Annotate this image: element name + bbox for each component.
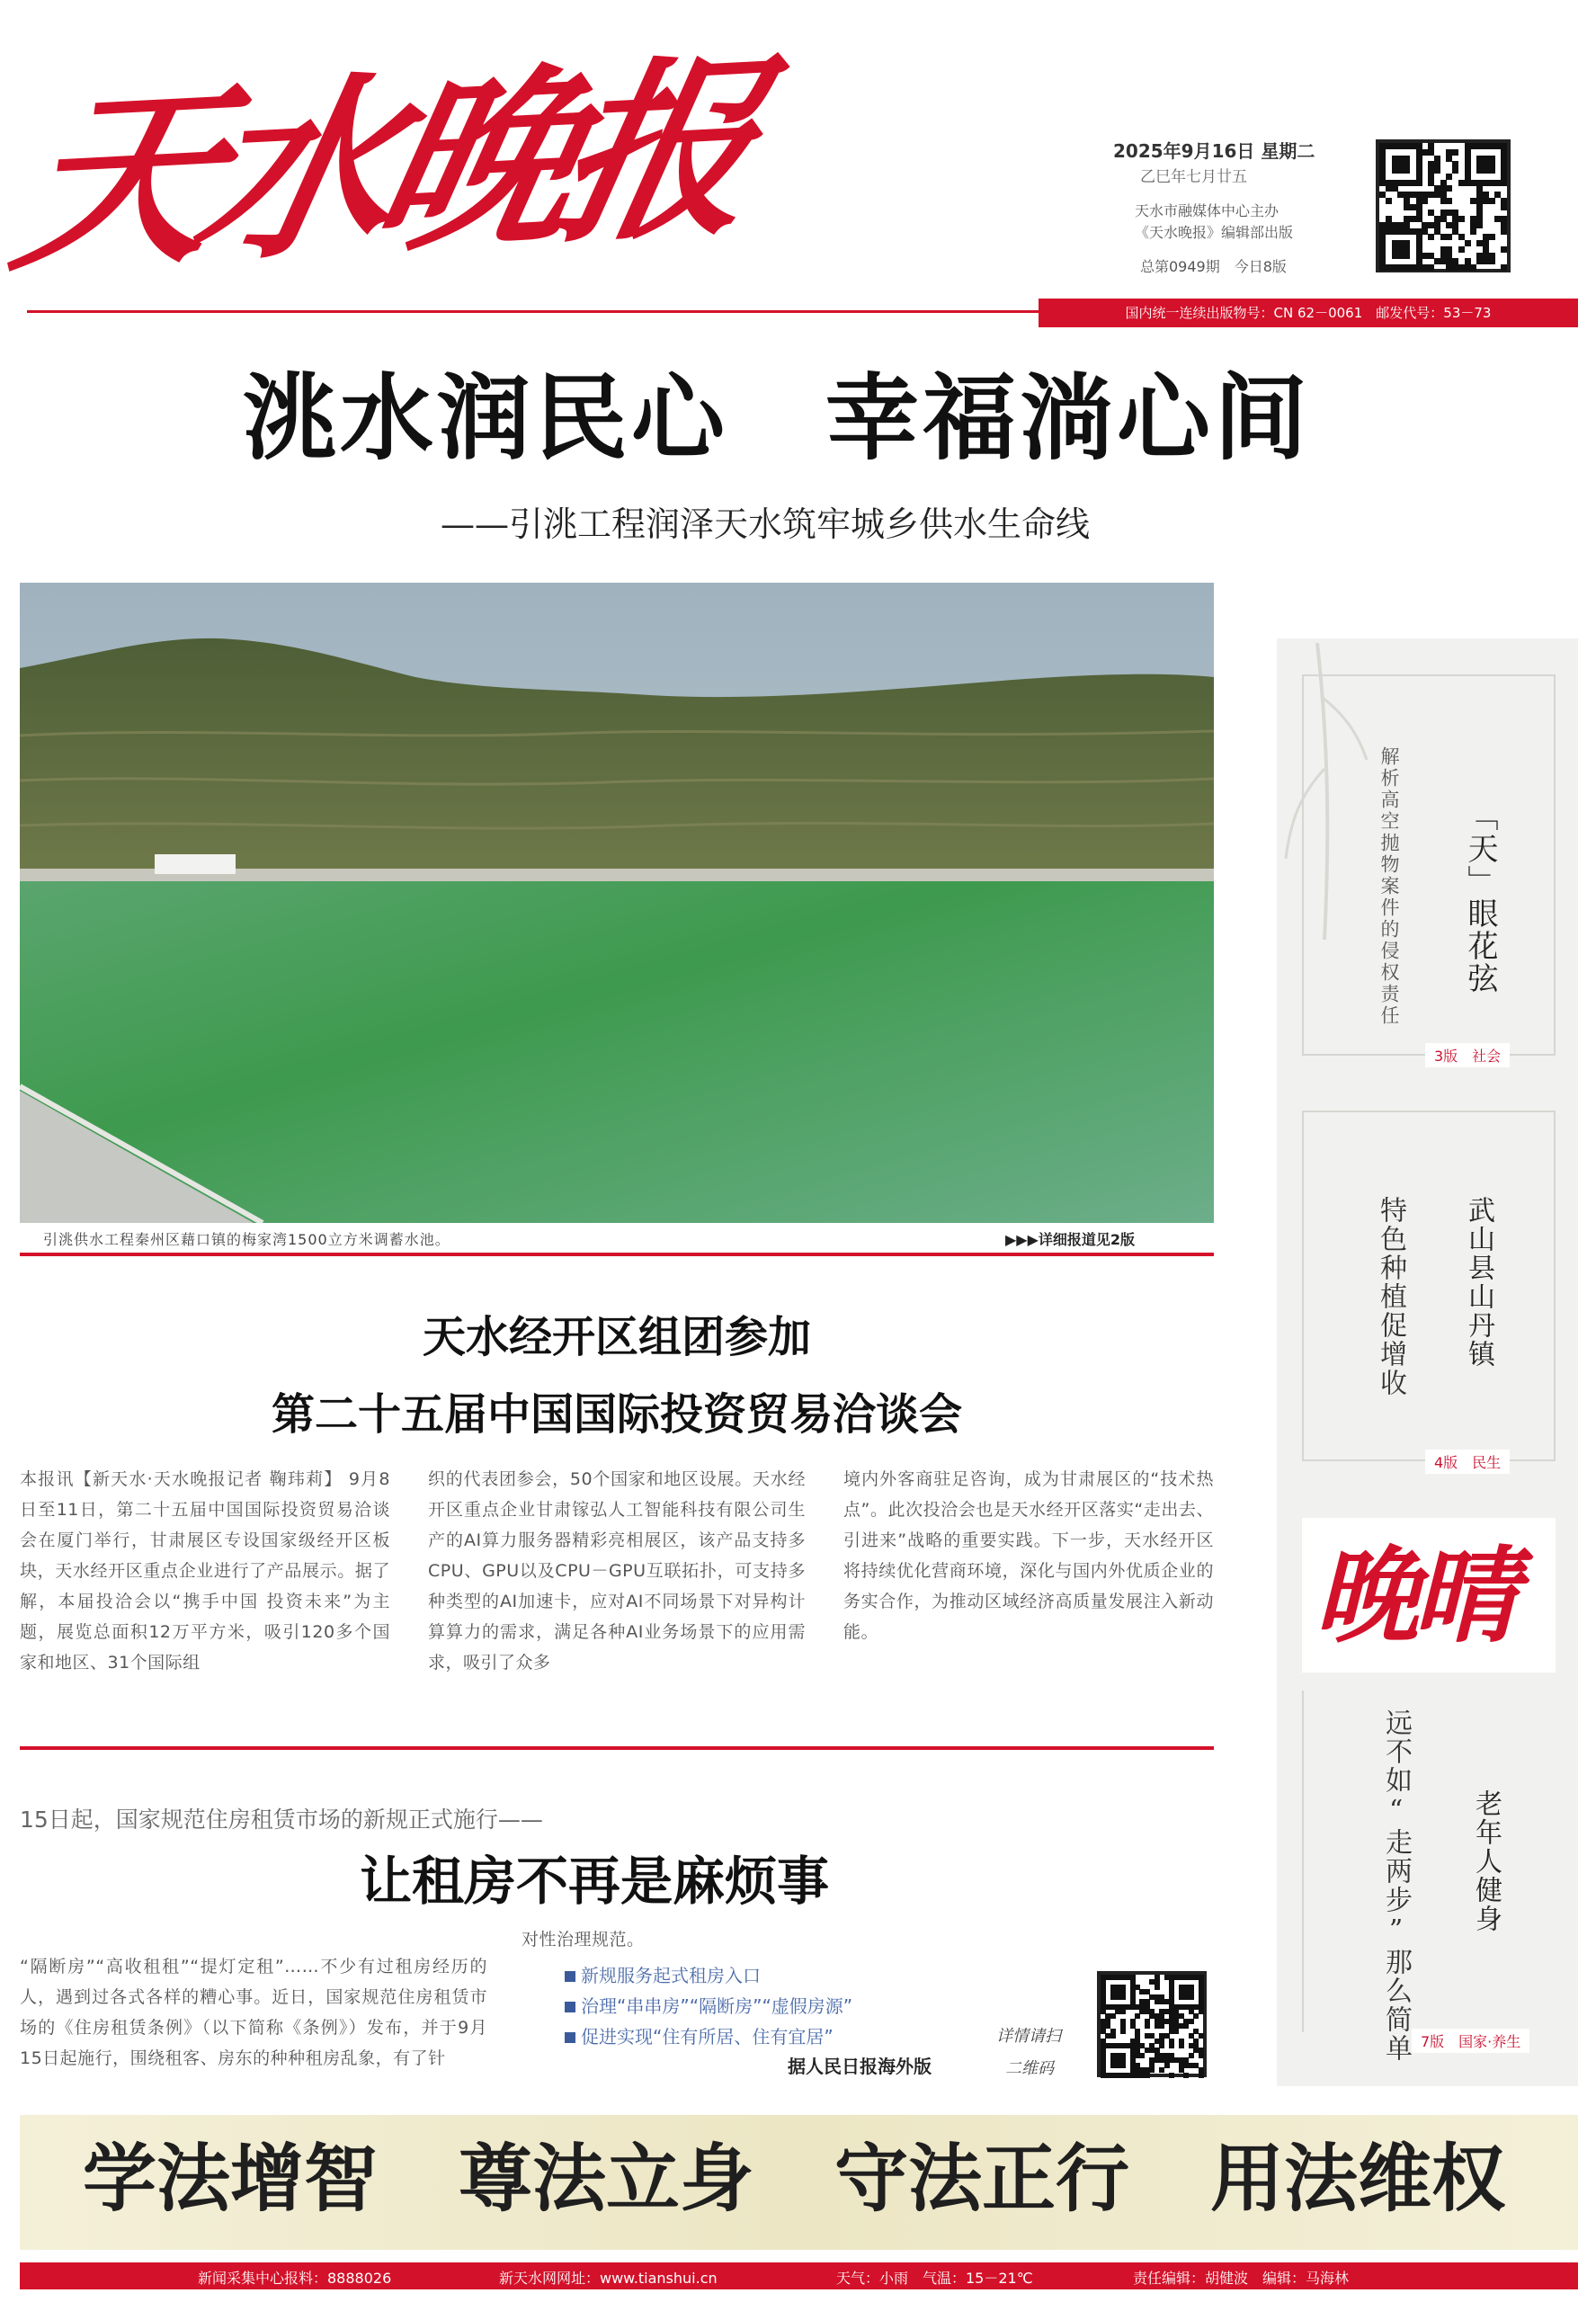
reservoir-photo-illustration xyxy=(20,583,1214,1223)
bullet-item[interactable] xyxy=(565,1960,942,1991)
story2-headline-line1[interactable]: 天水经开区组团参加 xyxy=(422,1312,811,1362)
qr-module xyxy=(1173,2029,1179,2034)
qr-module xyxy=(1110,2033,1116,2039)
qr-module xyxy=(1120,2063,1126,2068)
qr-module xyxy=(1159,2043,1164,2048)
bullet-square-icon xyxy=(565,1971,575,1982)
brand-logo: 晚晴 xyxy=(1315,1535,1512,1657)
photo-ref-link[interactable]: ▶▶▶详细报道见2版 xyxy=(1005,1231,1136,1248)
story3-kicker: 15日起，国家规范住房租赁市场的新规正式施行—— xyxy=(20,1807,543,1833)
sidebar-box3-subtitle: 远不如“走两步”那么简单 xyxy=(1380,1709,1412,2063)
footer-item-editors: 责任编辑：胡健波 编辑：马海林 xyxy=(1133,2270,1350,2287)
qr-module xyxy=(1446,174,1452,180)
qr-module xyxy=(1179,2043,1184,2048)
qr-module xyxy=(1489,258,1495,264)
masthead-rule xyxy=(27,310,1039,313)
qr-module xyxy=(1446,185,1452,192)
sidebar-box1-subtitle: 解析高空抛物案件的侵权责任 xyxy=(1378,746,1400,1027)
date-line: 2025年9月16日 星期二 xyxy=(1113,140,1315,162)
slogan-1: 学法增智 xyxy=(83,2137,379,2222)
qr-module xyxy=(1501,228,1507,235)
slogan-3: 守法正行 xyxy=(834,2137,1130,2222)
story2-column-3: 境内外客商驻足咨询，成为甘肃展区的“技术热点”。此次投洽会也是天水经开区落实“走出去、引进来”战略的重要实践。下一步，天水经开区将持续优化营商环境，深化与国内外优质企业的务实合作，为推动区域经济高质量发展注入新动能。 xyxy=(843,1469,1214,1642)
qr-module xyxy=(1501,180,1507,186)
photo-caption: 引洮供水工程秦州区藉口镇的梅家湾1500立方米调蓄水池。 xyxy=(43,1231,450,1248)
bullet-square-icon xyxy=(565,2002,575,2012)
qr-module xyxy=(1489,198,1495,204)
qr-module xyxy=(1189,2053,1194,2058)
qr-module xyxy=(1149,2067,1155,2073)
qr-module xyxy=(1120,2009,1126,2014)
qr-module xyxy=(1416,180,1422,186)
slogan-2: 尊法立身 xyxy=(459,2137,754,2222)
qr-module xyxy=(1169,2043,1174,2048)
newspaper-logo: 天水晚报 xyxy=(0,33,762,299)
qr-module xyxy=(1501,246,1507,253)
bullet-text: 治理“串串房”“隔断房”“虚假房源” xyxy=(581,1995,853,2017)
qr-module xyxy=(1169,2073,1174,2078)
qr-module xyxy=(1452,149,1458,156)
qr-module xyxy=(1145,2073,1150,2078)
publisher-line-1: 天水市融媒体中心主办 xyxy=(1135,202,1279,219)
lead-subhead: ——引洮工程润泽天水筑牢城乡供水生命线 xyxy=(441,504,1091,544)
slogan-4: 用法维权 xyxy=(1210,2137,1506,2222)
sidebar-box-1[interactable] xyxy=(1302,674,1556,1056)
qr-module xyxy=(1135,2013,1140,2019)
qr-module xyxy=(1434,167,1440,174)
qr-caption-line1: 详情请扫 xyxy=(996,2027,1061,2046)
lunar-line: 乙巳年七月廿五 xyxy=(1140,168,1247,186)
qr-module xyxy=(1183,2073,1189,2078)
qr-module xyxy=(1145,2023,1150,2029)
qr-module xyxy=(1110,2013,1116,2019)
qr-module xyxy=(1501,264,1507,271)
story2-column-1: 本报讯【新天水·天水晚报记者 鞠玮莉】 9月8日至11日，第二十五届中国国际投资贸易洽谈会在厦门举行，甘肃展区专设国家级经开区板块，天水经开区重点企业进行了产品展示。据了解，本届投洽会以“携手中国 投资未来”为主题，展览总面积12万平方米，吸引120多个国家和地区、31个国际组 xyxy=(20,1469,390,1673)
qr-caption-line2: 二维码 xyxy=(1005,2059,1054,2078)
bullet-item[interactable] xyxy=(565,1991,942,2021)
qr-module xyxy=(1189,1994,1194,2000)
qr-module xyxy=(1446,198,1452,204)
qr-module xyxy=(1155,1985,1160,1990)
qr-module xyxy=(1470,228,1476,235)
qr-module xyxy=(1159,2067,1164,2073)
qr-module xyxy=(1458,216,1465,222)
sidebar-box2-title: 武山县山丹镇 xyxy=(1463,1196,1494,1369)
bullet-square-icon xyxy=(565,2032,575,2043)
lead-photo[interactable] xyxy=(20,583,1214,1223)
qr-module xyxy=(1501,204,1507,210)
bullet-text: 促进实现“住有所居、住有宜居” xyxy=(581,2026,834,2048)
story3-column-2: 对性治理规范。 xyxy=(522,1930,645,1950)
qr-module xyxy=(1159,2023,1164,2029)
qr-module xyxy=(1199,2009,1204,2014)
story2-column-2: 织的代表团参会，50个国家和地区设展。天水经开区重点企业甘肃镓弘人工智能科技有限公司生产的AI算力服务器精彩亮相展区，该产品支持多CPU、GPU以及CPU－GPU互联拓扑，可支持多种类型的AI加速卡，应对AI不同场景下对异构计算算力的需求，满足各种AI业务场景下的应用需求，吸引了众多 xyxy=(428,1469,806,1673)
issue-line: 总第0949期 今日8版 xyxy=(1140,258,1287,275)
story2-rule xyxy=(20,1746,1214,1750)
story3-bullet-list xyxy=(565,1960,942,2052)
sidebar-box1-title: 「天」眼花弦 xyxy=(1462,800,1498,995)
license-bar: 国内统一连续出版物号：CN 62－0061 邮发代号：53－73 xyxy=(1039,299,1578,327)
qr-module xyxy=(1489,234,1495,240)
qr-module xyxy=(1470,264,1476,271)
bullet-item[interactable] xyxy=(565,2021,942,2052)
qr-module xyxy=(1452,167,1458,174)
qr-module xyxy=(1120,2029,1126,2034)
sidebar-box1-page[interactable]: 3版 社会 xyxy=(1425,1043,1510,1067)
qr-module xyxy=(1404,253,1410,259)
qr-module xyxy=(1404,167,1410,174)
sidebar-box3-page[interactable]: 7版 国家·养生 xyxy=(1412,2029,1529,2053)
qr-module xyxy=(1446,234,1452,240)
lead-headline[interactable]: 洮水润民心 幸福淌心间 xyxy=(243,362,1312,473)
qr-module xyxy=(1139,2053,1145,2058)
qr-module xyxy=(1386,198,1392,204)
qr-module xyxy=(1189,2019,1194,2024)
qr-module xyxy=(1199,2073,1204,2078)
qr-module xyxy=(1428,264,1434,271)
footer-item-hotline[interactable]: 新闻采集中心报料：8888026 xyxy=(198,2270,392,2287)
story3-headline[interactable]: 让租房不再是麻烦事 xyxy=(360,1851,830,1912)
qr-module xyxy=(1193,2013,1199,2019)
qr-module xyxy=(1489,167,1495,174)
sidebar-box3-rule xyxy=(1302,1691,1304,2032)
sidebar-box3-title: 老年人健身 xyxy=(1470,1789,1502,1933)
qr-module xyxy=(1458,246,1465,253)
photo-rule xyxy=(20,1253,1214,1256)
qr-module xyxy=(1465,240,1471,246)
qr-module xyxy=(1422,198,1428,204)
sidebar-box-2[interactable] xyxy=(1302,1111,1556,1461)
qr-module xyxy=(1199,2053,1204,2058)
qr-module xyxy=(1428,234,1434,240)
story3-column-1: “隔断房”“高收租租”“提灯定租”……不少有过租房经历的人，遇到过各式各样的糟心事。近日，国家规范住房租赁市场的《住房租赁条例》（以下简称《条例》）发布，并于9月15日起施行，围绕租客、房东的种种租房乱象，有了针 xyxy=(20,1957,487,2068)
footer-item-weather: 天气：小雨 气温：15－21℃ xyxy=(836,2270,1033,2287)
story3-qr-code[interactable] xyxy=(1097,1971,1207,2077)
footer-item-website[interactable]: 新天水网网址：www.tianshui.cn xyxy=(499,2270,718,2287)
qr-module xyxy=(1120,1994,1126,2000)
bullet-text: 新规服务起式租房入口 xyxy=(581,1965,761,1986)
publisher-line-2: 《天水晚报》编辑部出版 xyxy=(1135,224,1294,241)
sidebar-box2-page[interactable]: 4版 民生 xyxy=(1425,1450,1510,1474)
qr-module xyxy=(1199,2033,1204,2039)
qr-module xyxy=(1476,222,1483,228)
qr-module xyxy=(1164,2063,1170,2068)
sidebar-box2-subtitle: 特色种植促增收 xyxy=(1375,1196,1406,1397)
story3-source: 据人民日报海外版 xyxy=(788,2056,932,2077)
masthead-qr-code[interactable] xyxy=(1376,139,1511,272)
qr-module xyxy=(1183,2023,1189,2029)
story2-headline-line2[interactable]: 第二十五届中国国际投资贸易洽谈会 xyxy=(271,1389,962,1440)
